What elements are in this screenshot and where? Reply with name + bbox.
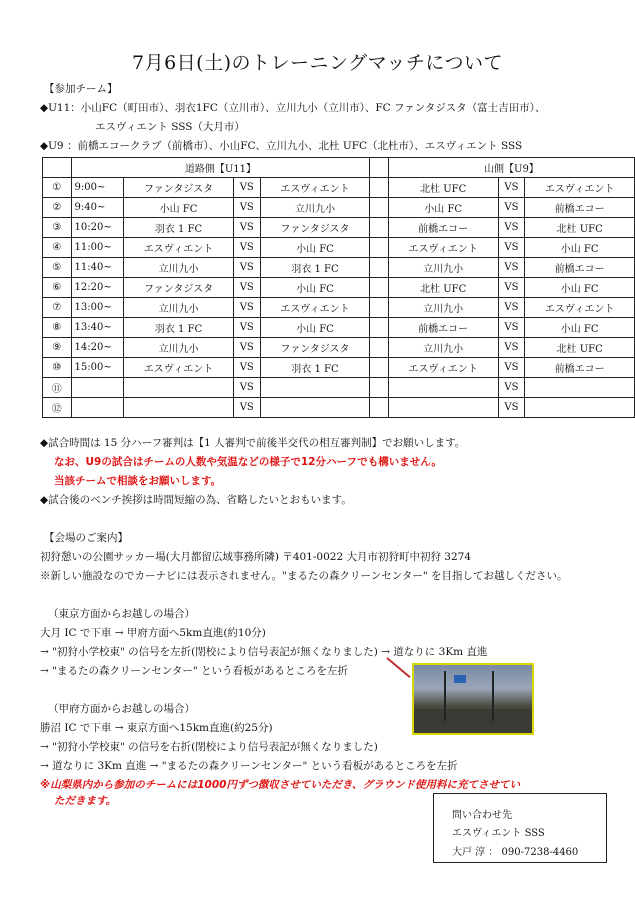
road-side-vs: VS	[233, 238, 260, 258]
match-time: 9:40~	[71, 198, 124, 218]
road-side-team-b	[260, 378, 370, 398]
mountain-side-team-a: 立川九小	[388, 298, 498, 318]
road-side-vs: VS	[233, 338, 260, 358]
column-gap	[370, 218, 389, 238]
match-time: 11:40~	[71, 258, 124, 278]
road-side-team-b: 羽衣 1 FC	[260, 358, 370, 378]
road-side-team-b: 小山 FC	[260, 318, 370, 338]
column-gap	[370, 258, 389, 278]
match-number: ⑥	[43, 278, 72, 298]
u11-teams-line1: ◆U11：小山FC（町田市）、羽衣1FC（立川市）、立川九小（立川市）、FC ファンタジスタ（富士吉田市）、	[40, 102, 546, 114]
road-side-team-b: 小山 FC	[260, 278, 370, 298]
road-side-vs: VS	[233, 318, 260, 338]
kofu-directions-header: （甲府方面からお越しの場合）	[48, 703, 195, 715]
mountain-side-vs: VS	[498, 398, 525, 418]
road-side-vs: VS	[233, 198, 260, 218]
mountain-side-team-a: 小山 FC	[388, 198, 498, 218]
mountain-side-team-b	[525, 378, 635, 398]
road-side-team-a: ファンタジスタ	[124, 178, 234, 198]
kofu-directions-step2: → "初狩小学校東" の信号を右折(閉校により信号表記が無くなりました)	[40, 741, 378, 753]
fee-note-line2: ただきます。	[54, 795, 117, 807]
arrow-to-photo-icon	[386, 657, 410, 678]
mountain-side-vs: VS	[498, 198, 525, 218]
column-gap	[370, 318, 389, 338]
mountain-side-team-b: エスヴィエント	[525, 178, 635, 198]
mountain-side-vs: VS	[498, 278, 525, 298]
table-row	[43, 238, 635, 258]
road-side-team-b: エスヴィエント	[260, 298, 370, 318]
table-row	[43, 358, 635, 378]
note-half-time: ◆試合時間は 15 分ハーフ審判は【1 人審判で前後半交代の相互審判制】でお願いします。	[40, 437, 466, 449]
note-consult-red: 当該チームで相談をお願いします。	[54, 475, 222, 487]
road-side-team-b	[260, 398, 370, 418]
page-title: 7月6日(土)のトレーニングマッチについて	[132, 52, 503, 74]
mountain-side-vs: VS	[498, 318, 525, 338]
match-number: ⑦	[43, 298, 72, 318]
contact-person-phone: 大戸 淳 ： 090-7238-4460	[452, 847, 579, 858]
table-header-row	[43, 158, 635, 178]
table-row	[43, 258, 635, 278]
mountain-side-team-b: 北杜 UFC	[525, 338, 635, 358]
table-row	[43, 278, 635, 298]
match-time	[71, 398, 124, 418]
mountain-side-team-b: 前橋エコー	[525, 358, 635, 378]
tokyo-directions-step3: → "まるたの森クリーンセンター" という看板があるところを左折	[40, 665, 349, 677]
match-time: 10:20~	[71, 218, 124, 238]
mountain-side-team-a: 立川九小	[388, 338, 498, 358]
match-number: ⑤	[43, 258, 72, 278]
contact-organization: エスヴィエント SSS	[452, 828, 545, 839]
fee-note-line1: ※山梨県内から参加のチームには1000円ずつ徴収させていただき、グラウンド使用料に充てさせてい	[40, 779, 521, 791]
road-side-team-a: 立川九小	[124, 258, 234, 278]
column-gap	[370, 378, 389, 398]
match-number: ⑪	[43, 378, 72, 398]
mountain-side-team-a: 北杜 UFC	[388, 278, 498, 298]
column-gap	[370, 358, 389, 378]
column-gap	[370, 278, 389, 298]
right-field-header: 山側【U9】	[388, 158, 634, 178]
u11-teams-line2: エスヴィエント SSS（大月市）	[95, 121, 245, 133]
road-side-vs: VS	[233, 398, 260, 418]
match-time: 14:20~	[71, 338, 124, 358]
mountain-side-team-b: 小山 FC	[525, 238, 635, 258]
mountain-side-team-a: エスヴィエント	[388, 238, 498, 258]
road-side-team-b: 立川九小	[260, 198, 370, 218]
schedule-table	[42, 157, 635, 418]
tokyo-directions-header: （東京方面からお越しの場合）	[48, 608, 195, 620]
match-number: ⑫	[43, 398, 72, 418]
kofu-directions-step1: 勝沼 IC で下車 → 東京方面へ15km直進(約25分)	[40, 722, 273, 734]
match-number: ⑨	[43, 338, 72, 358]
road-side-vs: VS	[233, 258, 260, 278]
road-side-team-b: 小山 FC	[260, 238, 370, 258]
table-row	[43, 178, 635, 198]
mountain-side-team-a	[388, 378, 498, 398]
match-number: ①	[43, 178, 72, 198]
column-gap	[370, 298, 389, 318]
match-number: ③	[43, 218, 72, 238]
match-time: 13:40~	[71, 318, 124, 338]
venue-address: 初狩憩いの公園サッカー場(大月都留広域事務所隣) 〒401-0022 大月市初狩町中初狩 3274	[40, 551, 472, 563]
road-side-team-b: 羽衣 1 FC	[260, 258, 370, 278]
road-side-team-a: 羽衣 1 FC	[124, 218, 234, 238]
road-side-team-b: ファンタジスタ	[260, 218, 370, 238]
column-gap	[370, 198, 389, 218]
match-time: 9:00~	[71, 178, 124, 198]
road-side-vs: VS	[233, 218, 260, 238]
mountain-side-team-b: エスヴィエント	[525, 298, 635, 318]
road-side-team-a: ファンタジスタ	[124, 278, 234, 298]
mountain-side-team-a: エスヴィエント	[388, 358, 498, 378]
left-field-header: 道路側【U11】	[71, 158, 370, 178]
table-row	[43, 198, 635, 218]
mountain-side-vs: VS	[498, 218, 525, 238]
mountain-side-vs: VS	[498, 238, 525, 258]
road-side-team-b: ファンタジスタ	[260, 338, 370, 358]
mountain-side-vs: VS	[498, 298, 525, 318]
match-time: 13:00~	[71, 298, 124, 318]
road-side-team-a: 立川九小	[124, 338, 234, 358]
road-side-vs: VS	[233, 178, 260, 198]
road-side-vs: VS	[233, 298, 260, 318]
tokyo-directions-step2: → "初狩小学校東" の信号を左折(閉校により信号表記が無くなりました) → 道なりに 3Km 直進	[40, 646, 488, 658]
match-number: ②	[43, 198, 72, 218]
mountain-side-team-b: 小山 FC	[525, 318, 635, 338]
u9-teams-line: ◆U9 ：前橋エコークラブ（前橋市）、小山FC、立川九小、北杜 UFC（北杜市）、エスヴィエント SSS	[40, 140, 523, 152]
mountain-side-team-a: 前橋エコー	[388, 318, 498, 338]
road-side-vs: VS	[233, 358, 260, 378]
road-side-team-b: エスヴィエント	[260, 178, 370, 198]
mountain-side-vs: VS	[498, 378, 525, 398]
column-gap	[370, 398, 389, 418]
road-side-team-a: エスヴィエント	[124, 358, 234, 378]
match-time: 12:20~	[71, 278, 124, 298]
mountain-side-team-a: 前橋エコー	[388, 218, 498, 238]
table-row	[43, 398, 635, 418]
table-row	[43, 338, 635, 358]
table-row	[43, 318, 635, 338]
mountain-side-vs: VS	[498, 358, 525, 378]
match-number: ⑩	[43, 358, 72, 378]
column-gap	[370, 338, 389, 358]
column-gap	[370, 238, 389, 258]
contact-box	[433, 793, 607, 863]
kofu-directions-step3: → 道なりに 3Km 直進 → "まるたの森クリーンセンター" という看板があるところを左折	[40, 760, 458, 772]
road-side-team-a: 小山 FC	[124, 198, 234, 218]
road-side-vs: VS	[233, 378, 260, 398]
mountain-side-vs: VS	[498, 338, 525, 358]
contact-label: 問い合わせ先	[452, 810, 512, 821]
table-row	[43, 378, 635, 398]
match-time: 15:00~	[71, 358, 124, 378]
mountain-side-team-a	[388, 398, 498, 418]
mountain-side-vs: VS	[498, 178, 525, 198]
match-number: ⑧	[43, 318, 72, 338]
mountain-side-team-b: 小山 FC	[525, 278, 635, 298]
match-time: 11:00~	[71, 238, 124, 258]
participants-header: 【参加チーム】	[44, 83, 118, 95]
mountain-side-team-b: 北杜 UFC	[525, 218, 635, 238]
mountain-side-vs: VS	[498, 258, 525, 278]
match-time	[71, 378, 124, 398]
road-side-team-a: 立川九小	[124, 298, 234, 318]
road-side-team-a: エスヴィエント	[124, 238, 234, 258]
table-row	[43, 298, 635, 318]
mountain-side-team-b	[525, 398, 635, 418]
column-gap	[370, 178, 389, 198]
mountain-side-team-a: 立川九小	[388, 258, 498, 278]
mountain-side-team-b: 前橋エコー	[525, 258, 635, 278]
road-side-vs: VS	[233, 278, 260, 298]
note-bench-greeting: ◆試合後のベンチ挨拶は時間短縮の為、省略したいとおもいます。	[40, 494, 352, 506]
tokyo-directions-step1: 大月 IC で下車 → 甲府方面へ5km直進(約10分)	[40, 627, 266, 639]
road-side-team-a: 羽衣 1 FC	[124, 318, 234, 338]
note-u9-red: なお、U9の試合はチームの人数や気温などの様子で12分ハーフでも構いません。	[54, 456, 442, 468]
table-row	[43, 218, 635, 238]
mountain-side-team-b: 前橋エコー	[525, 198, 635, 218]
mountain-side-team-a: 北杜 UFC	[388, 178, 498, 198]
match-number: ④	[43, 238, 72, 258]
road-side-team-a	[124, 378, 234, 398]
road-side-team-a	[124, 398, 234, 418]
venue-note: ※新しい施設なのでカーナビには表示されません。"まるたの森クリーンセンター" を目指してお越しください。	[40, 570, 568, 582]
venue-header: 【会場のご案内】	[44, 532, 128, 544]
road-sign-photo	[412, 663, 534, 735]
